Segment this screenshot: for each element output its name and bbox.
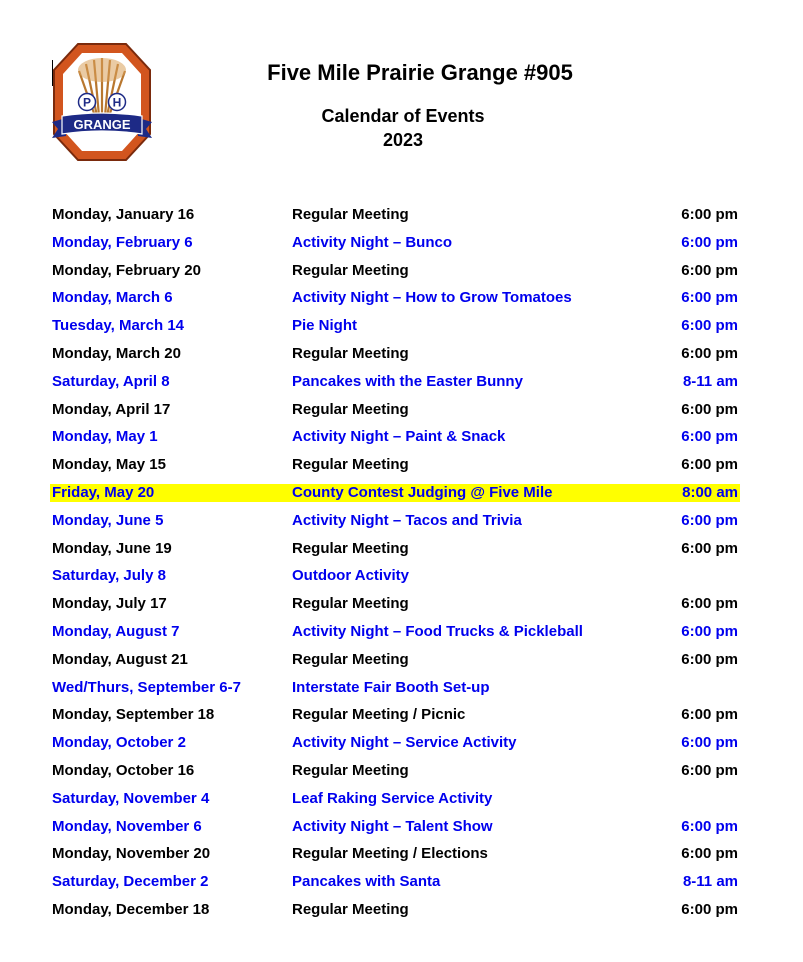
event-date: Monday, March 20 [52, 344, 181, 362]
event-time: 6:00 pm [681, 400, 738, 418]
event-name: Regular Meeting [292, 344, 409, 362]
event-date: Tuesday, March 14 [52, 317, 184, 335]
grange-logo [50, 40, 154, 164]
event-time: 6:00 pm [681, 622, 738, 640]
event-date: Monday, August 7 [52, 622, 180, 640]
page-subtitle-block [203, 104, 603, 152]
event-time: 6:00 pm [681, 845, 738, 863]
event-name: Activity Night – Food Trucks & Pickleball [292, 622, 583, 640]
event-row [50, 535, 740, 563]
event-date: Monday, February 20 [52, 261, 201, 279]
event-name: Activity Night – Talent Show [292, 817, 493, 835]
event-name: Regular Meeting [292, 400, 409, 418]
event-time: 6:00 pm [681, 233, 738, 251]
events-table [50, 201, 740, 924]
event-time: 8-11 am [682, 873, 738, 891]
event-row [50, 312, 740, 340]
event-name: Regular Meeting [292, 261, 409, 279]
event-time: 6:00 pm [681, 706, 738, 724]
event-row [50, 507, 740, 535]
event-row [50, 340, 740, 368]
event-date: Monday, May 15 [52, 456, 166, 474]
event-row [50, 729, 740, 757]
event-row [50, 229, 740, 257]
event-row [50, 646, 740, 674]
event-date: Monday, February 6 [52, 233, 193, 251]
event-name: Regular Meeting / Elections [292, 845, 488, 863]
event-time: 8:00 am [682, 483, 738, 501]
event-date: Monday, July 17 [52, 595, 167, 613]
event-name: Activity Night – How to Grow Tomatoes [292, 289, 572, 307]
event-date: Monday, November 6 [52, 817, 202, 835]
event-row [50, 590, 740, 618]
event-date: Monday, June 19 [52, 539, 172, 557]
event-name: Interstate Fair Booth Set-up [292, 678, 490, 696]
event-row [50, 479, 740, 507]
event-date: Monday, May 1 [52, 428, 158, 446]
event-name: Regular Meeting / Picnic [292, 706, 466, 724]
event-time: 6:00 pm [681, 650, 738, 668]
event-date: Monday, June 5 [52, 511, 164, 529]
event-time: 6:00 pm [681, 734, 738, 752]
event-time: 6:00 pm [681, 511, 738, 529]
event-name: Regular Meeting [292, 456, 409, 474]
event-name: County Contest Judging @ Five Mile [292, 483, 553, 501]
event-name: Activity Night – Service Activity [292, 734, 517, 752]
event-time: 6:00 pm [681, 595, 738, 613]
event-row [50, 813, 740, 841]
event-name: Regular Meeting [292, 206, 409, 223]
event-name: Activity Night – Tacos and Trivia [292, 511, 522, 529]
event-date: Friday, May 20 [52, 483, 155, 501]
event-name: Regular Meeting [292, 539, 409, 557]
event-row [50, 257, 740, 285]
event-date: Monday, January 16 [52, 206, 195, 223]
event-row [50, 757, 740, 785]
event-date: Saturday, November 4 [52, 789, 210, 807]
event-date: Saturday, December 2 [52, 873, 209, 891]
event-row [50, 201, 740, 229]
event-name: Regular Meeting [292, 900, 409, 918]
event-row [50, 701, 740, 729]
event-date: Saturday, July 8 [52, 567, 166, 585]
event-time: 6:00 pm [681, 261, 738, 279]
event-name: Outdoor Activity [292, 567, 409, 585]
event-date: Wed/Thurs, September 6-7 [52, 678, 241, 696]
event-time: 6:00 pm [681, 817, 738, 835]
event-time: 6:00 pm [681, 289, 738, 307]
event-row [50, 562, 740, 590]
event-name: Pancakes with Santa [292, 873, 441, 891]
page-title: Five Mile Prairie Grange #905 [267, 60, 573, 85]
event-date: Monday, October 16 [52, 761, 195, 779]
logo-letter-p: P [82, 95, 92, 110]
logo-banner-text: GRANGE [73, 117, 131, 132]
event-date: Monday, August 21 [52, 650, 188, 668]
calendar-subtitle: Calendar of Events [321, 106, 485, 126]
event-row [50, 840, 740, 868]
event-row [50, 785, 740, 813]
event-row [50, 423, 740, 451]
event-name: Activity Night – Paint & Snack [292, 428, 506, 446]
event-date: Monday, October 2 [52, 734, 186, 752]
event-row [50, 368, 740, 396]
event-date: Monday, March 6 [52, 289, 173, 307]
event-name: Regular Meeting [292, 595, 409, 613]
event-date: Monday, November 20 [52, 845, 211, 863]
event-row [50, 674, 740, 702]
event-name: Regular Meeting [292, 761, 409, 779]
event-date: Saturday, April 8 [52, 372, 170, 390]
event-date: Monday, September 18 [52, 706, 215, 724]
event-row [50, 896, 740, 924]
calendar-year: 2023 [382, 130, 424, 150]
event-time: 6:00 pm [681, 900, 738, 918]
event-row [50, 618, 740, 646]
event-row [50, 396, 740, 424]
event-name: Pancakes with the Easter Bunny [292, 372, 523, 390]
event-time: 6:00 pm [681, 761, 738, 779]
event-time: 6:00 pm [681, 206, 738, 223]
event-time: 6:00 pm [681, 428, 738, 446]
event-row [50, 284, 740, 312]
event-name: Regular Meeting [292, 650, 409, 668]
event-date: Monday, December 18 [52, 900, 210, 918]
event-name: Activity Night – Bunco [292, 233, 453, 251]
event-time: 6:00 pm [681, 456, 738, 474]
event-row [50, 868, 740, 896]
logo-letter-h: H [112, 95, 122, 110]
event-name: Leaf Raking Service Activity [292, 789, 493, 807]
event-time: 6:00 pm [681, 317, 738, 335]
event-time: 6:00 pm [681, 344, 738, 362]
event-name: Pie Night [292, 317, 358, 335]
event-row [50, 451, 740, 479]
event-time: 6:00 pm [681, 539, 738, 557]
event-time: 8-11 am [682, 372, 738, 390]
event-date: Monday, April 17 [52, 400, 171, 418]
